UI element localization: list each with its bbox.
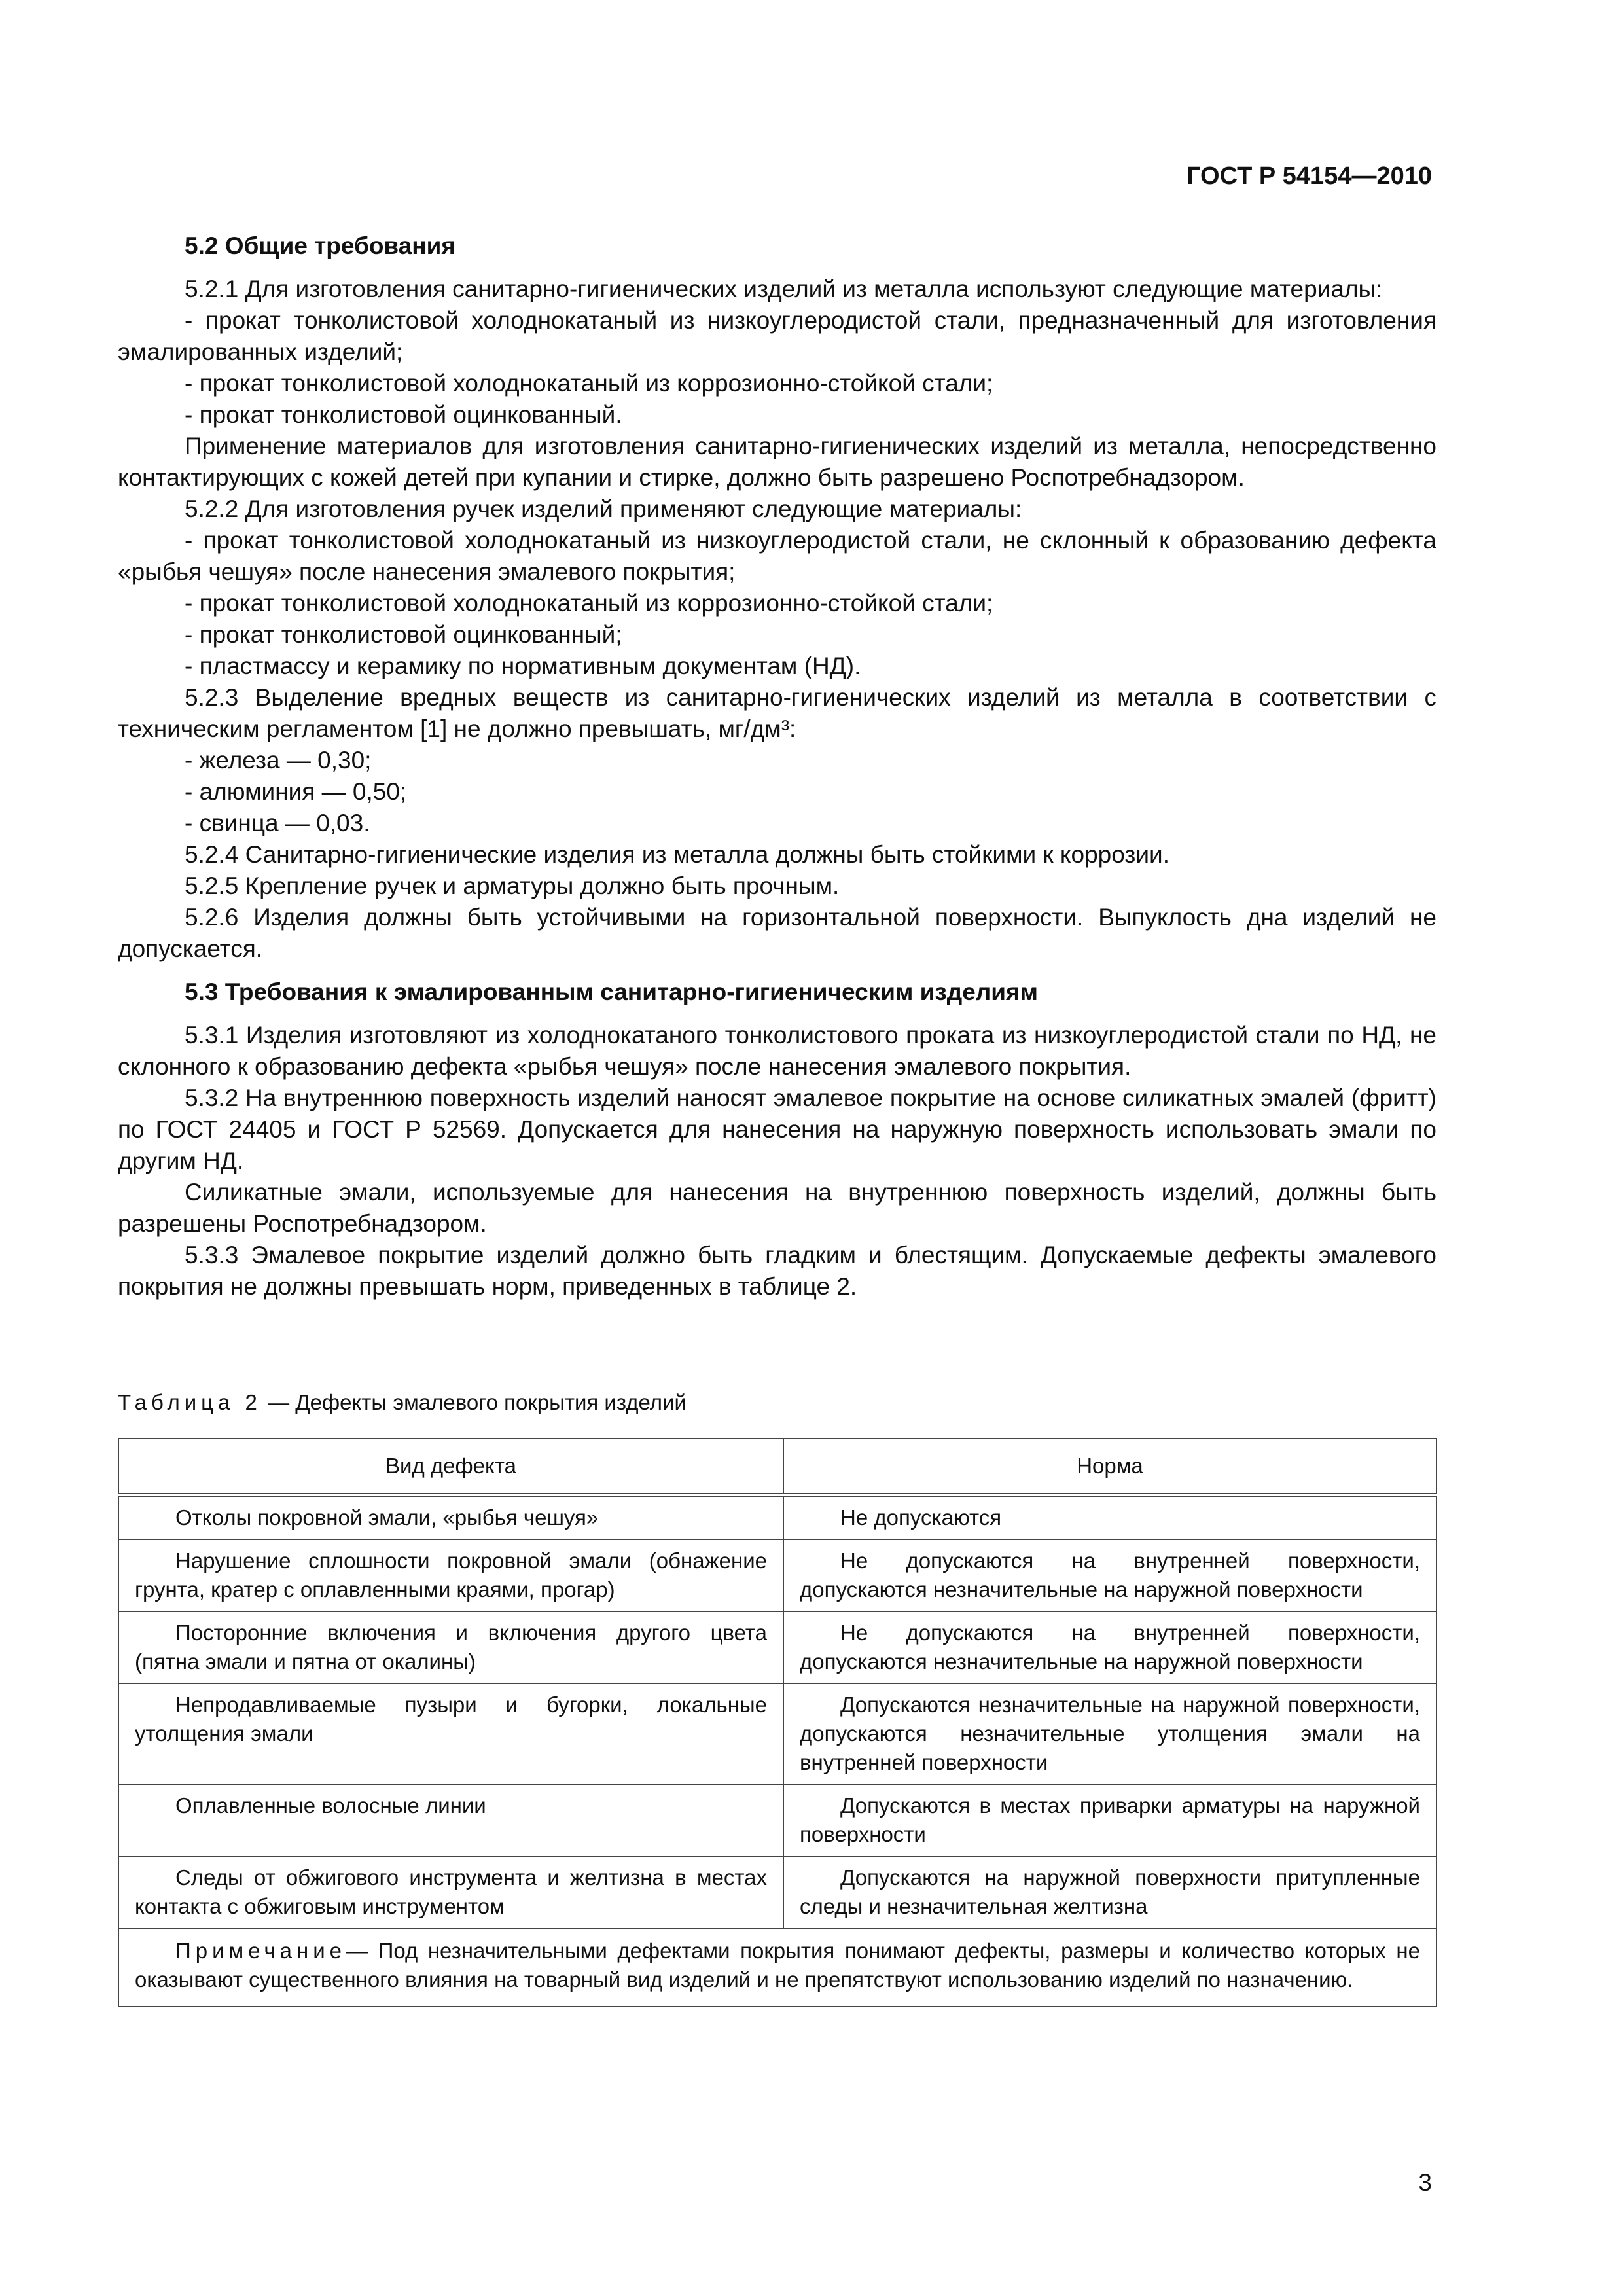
norm-cell: Не допускаются (840, 1505, 1002, 1530)
list-item: - прокат тонколистовой оцинкованный. (185, 401, 622, 428)
table-row (118, 1611, 1436, 1683)
section-5-2-title: 5.2 Общие требования (185, 232, 455, 259)
document-header: ГОСТ Р 54154—2010 (1186, 162, 1432, 190)
paragraph-5-2-3: 5.2.3 Выделение вредных веществ из санитарно-гигиенических изделий из металла в соответствии с техническим регламентом [1] не должно превышать, мг/дм³: (118, 684, 1436, 742)
paragraph-silicate-enamels: Силикатные эмали, используемые для нанесения на внутреннюю поверхность изделий, должны быть разрешены Роспотребнадзором. (118, 1179, 1436, 1237)
list-item: - прокат тонколистовой холоднокатаный из низкоуглеродистой стали, предназначенный для изготовления эмалированных изделий; (118, 307, 1436, 365)
norm-cell: Допускаются на наружной поверхности притупленные следы и незначительная желтизна (800, 1865, 1420, 1918)
list-item: - алюминия — 0,50; (185, 778, 407, 805)
paragraph-5-2-6: 5.2.6 Изделия должны быть устойчивыми на горизонтальной поверхности. Выпуклость дна изделий не допускается. (118, 904, 1436, 962)
defect-cell: Нарушение сплошности покровной эмали (обнажение грунта, кратер с оплавленными краями, прогар) (135, 1549, 767, 1602)
table-caption-text: — Дефекты эмалевого покрытия изделий (268, 1390, 687, 1414)
table-note-text: — Под незначительными дефектами покрытия понимают дефекты, размеры и количество которых не оказывают существенного влияния на товарный вид изделий и не препятствуют использованию изделий по назначению. (135, 1939, 1420, 1992)
paragraph-5-2-2: 5.2.2 Для изготовления ручек изделий применяют следующие материалы: (185, 495, 1022, 522)
table-caption-label: Таблица 2 (118, 1390, 262, 1414)
column-header-defect: Вид дефекта (118, 1439, 783, 1495)
paragraph-5-3-1: 5.3.1 Изделия изготовляют из холоднокатаного тонколистового проката из низкоуглеродистой стали по НД, не склонного к образованию дефекта «рыбья чешуя» после нанесения эмалевого покрытия. (118, 1022, 1436, 1080)
list-item: - пластмассу и керамику по нормативным документам (НД). (185, 653, 861, 679)
defects-table (118, 1438, 1437, 2007)
norm-cell: Допускаются в местах приварки арматуры на наружной поверхности (800, 1793, 1420, 1846)
paragraph-5-2-5: 5.2.5 Крепление ручек и арматуры должно быть прочным. (185, 872, 840, 899)
defect-cell: Следы от обжигового инструмента и желтизна в местах контакта с обжиговым инструментом (135, 1865, 767, 1918)
table-row (118, 1495, 1436, 1539)
table-row (118, 1683, 1436, 1784)
list-item: - прокат тонколистовой оцинкованный; (185, 621, 622, 648)
list-item: - прокат тонколистовой холоднокатаный из низкоуглеродистой стали, не склонный к образованию дефекта «рыбья чешуя» после нанесения эмалевого покрытия; (118, 527, 1436, 585)
table-row (118, 1539, 1436, 1611)
table-caption (118, 1390, 687, 1415)
section-5-3-title: 5.3 Требования к эмалированным санитарно-гигиеническим изделиям (185, 978, 1039, 1005)
document-body (118, 230, 1436, 1302)
column-header-norm: Норма (783, 1439, 1436, 1495)
paragraph-5-2-1: 5.2.1 Для изготовления санитарно-гигиенических изделий из металла используют следующие материалы: (185, 276, 1383, 302)
paragraph-5-3-3: 5.3.3 Эмалевое покрытие изделий должно быть гладким и блестящим. Допускаемые дефекты эмалевого покрытия не должны превышать норм, приведенных в таблице 2. (118, 1242, 1436, 1300)
list-item: - прокат тонколистовой холоднокатаный из коррозионно-стойкой стали; (185, 370, 993, 397)
list-item: - прокат тонколистовой холоднокатаный из коррозионно-стойкой стали; (185, 590, 993, 617)
page-number: 3 (1418, 2169, 1432, 2196)
norm-cell: Не допускаются на внутренней поверхности, допускаются незначительные на наружной поверхности (800, 1621, 1420, 1674)
list-item: - железа — 0,30; (185, 747, 372, 774)
table-row (118, 1856, 1436, 1928)
table-note-label: Примечание (175, 1939, 347, 1963)
defect-cell: Оплавленные волосные линии (175, 1793, 486, 1818)
table-header-row (118, 1439, 1436, 1495)
list-item: - свинца — 0,03. (185, 810, 370, 836)
table-note (135, 1937, 1420, 1994)
norm-cell: Не допускаются на внутренней поверхности, допускаются незначительные на наружной поверхности (800, 1549, 1420, 1602)
table-row (118, 1784, 1436, 1856)
norm-cell: Допускаются незначительные на наружной поверхности, допускаются незначительные утолщения эмали на внутренней поверхности (800, 1693, 1420, 1774)
defect-cell: Посторонние включения и включения другого цвета (пятна эмали и пятна от окалины) (135, 1621, 767, 1674)
defect-cell: Отколы покровной эмали, «рыбья чешуя» (175, 1505, 599, 1530)
paragraph-usage-permission: Применение материалов для изготовления санитарно-гигиенических изделий из металла, непосредственно контактирующих с кожей детей при купании и стирке, должно быть разрешено Роспотребнадзором. (118, 433, 1436, 491)
paragraph-5-3-2: 5.3.2 На внутреннюю поверхность изделий наносят эмалевое покрытие на основе силикатных эмалей (фритт) по ГОСТ 24405 и ГОСТ Р 52569. Допускается для нанесения на наружную поверхность использовать эмали по другим НД. (118, 1085, 1436, 1174)
table-note-row (118, 1928, 1436, 2007)
defect-cell: Непродавливаемые пузыри и бугорки, локальные утолщения эмали (135, 1693, 767, 1746)
paragraph-5-2-4: 5.2.4 Санитарно-гигиенические изделия из металла должны быть стойкими к коррозии. (185, 841, 1170, 868)
